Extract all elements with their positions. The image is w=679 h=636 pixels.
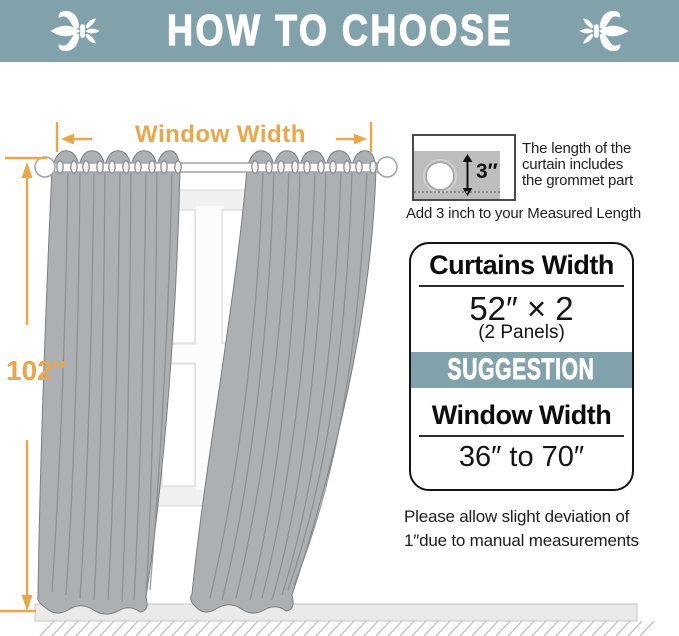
- grommet-size-label: 3″: [476, 160, 498, 183]
- rod-finial: [377, 157, 397, 177]
- grommet-description-line: The length of the: [522, 140, 632, 157]
- divider: [419, 435, 624, 437]
- stitch-dotted-line: [414, 191, 500, 193]
- grommet-description-line: the grommet part: [522, 172, 634, 189]
- page-title: HOW TO CHOOSE: [166, 6, 513, 55]
- suggestion-label: SUGGESTION: [447, 353, 596, 386]
- measure-arrow-icon: [461, 154, 474, 196]
- deviation-note-line: 1″due to manual measurements: [404, 531, 639, 550]
- window-width-value: 36″ to 70″: [458, 441, 585, 473]
- deviation-note-line: Please allow slight deviation of: [404, 507, 630, 526]
- grommet-fabric-band: [414, 151, 500, 199]
- floor-hatching: [40, 621, 654, 636]
- measured-length-note: Add 3 inch to your Measured Length: [406, 205, 642, 222]
- curtains-width-header: Curtains Width: [429, 250, 614, 280]
- curtain-length-label: 102″: [6, 355, 67, 386]
- fleur-de-lis-icon: [49, 5, 101, 57]
- grommet-ring-icon: [425, 161, 455, 191]
- curtains-width-value: 52″ × 2: [469, 290, 574, 327]
- panels-count-label: (2 Panels): [478, 322, 565, 343]
- grommet-description: [522, 141, 672, 189]
- deviation-note: [404, 505, 639, 553]
- size-suggestion-table: [409, 242, 634, 491]
- fleur-de-lis-icon: [578, 5, 630, 57]
- grommet-detail-box: [412, 134, 516, 201]
- divider: [419, 285, 624, 287]
- header-banner: [0, 0, 679, 62]
- grommet-description-line: curtain includes: [522, 156, 624, 173]
- window-width-label: Window Width: [135, 121, 306, 148]
- suggestion-banner: [411, 352, 632, 388]
- window-width-header: Window Width: [431, 400, 612, 430]
- rod-finial: [35, 157, 55, 177]
- floor: [35, 604, 654, 636]
